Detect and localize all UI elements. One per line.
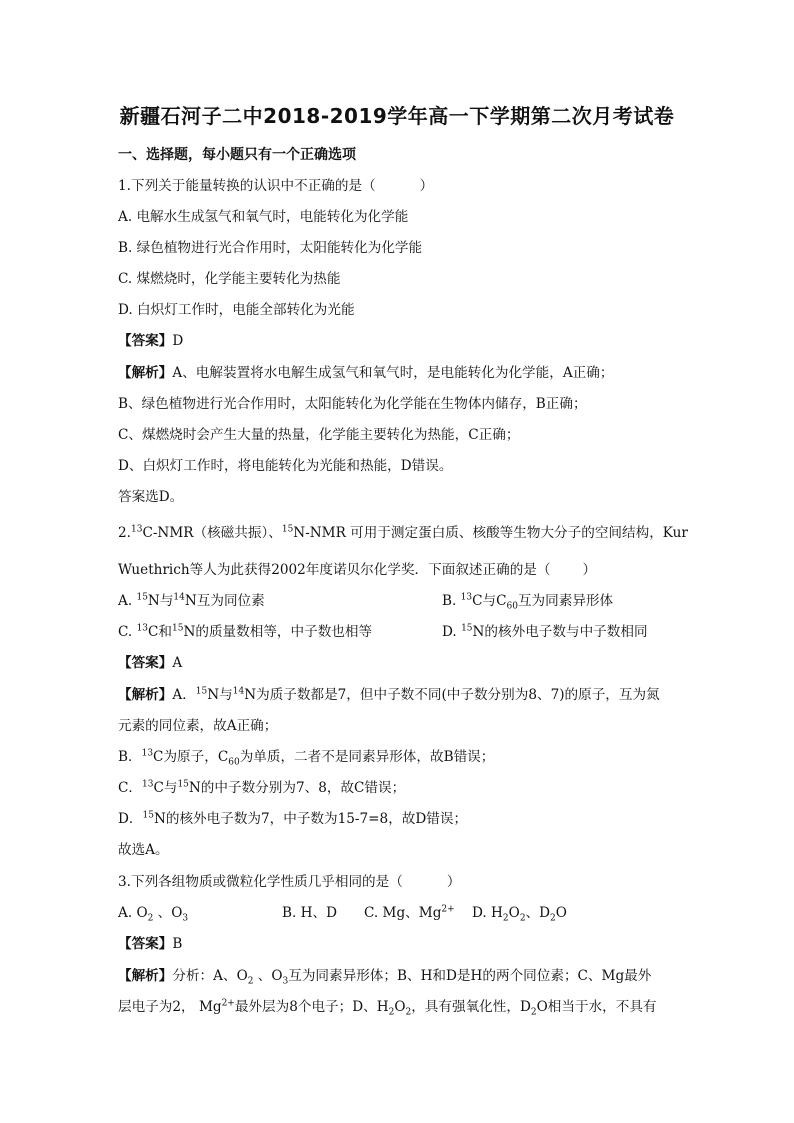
question-2-analysis-a: 【解析】A．$^{15}$N与$^{14}$N为质子数都是7，但中子数不同(中子数分别为8、7)的原子，互为氮 [118,686,660,703]
question-1-answer: 【答案】D [118,333,184,349]
question-2-option-d: D. $^{15}$N的核外电子数与中子数相同 [442,623,648,640]
question-2-options-row-1 [118,592,678,610]
question-1-analysis-b: B、绿色植物进行光合作用时，太阳能转化为化学能在生物体内储存，B正确； [118,396,587,412]
question-3-option-c: C. Mg、$Mg^{2+}$ [364,904,455,921]
question-3-answer: 【答案】B [118,936,183,952]
question-2-options-row-2 [118,623,678,641]
question-2-conclusion: 故选A。 [118,842,169,858]
question-1-conclusion: 答案选D。 [118,489,184,505]
page-title: 新疆石河子二中2018-2019学年高一下学期第二次月考试卷 [119,104,675,128]
question-2-answer: 【答案】A [118,655,183,671]
question-1-option-d: D. 白炽灯工作时，电能全部转化为光能 [118,302,355,318]
question-2-stem: 2.13C-NMR（核磁共振）、$^{15}$N-NMR 可用于测定蛋白质、核酸等生物大分子的空间结构，Kur [118,524,688,541]
question-1-analysis-c: C、煤燃烧时会产生大量的热量，化学能主要转化为热能，C正确； [118,427,520,443]
question-2-analysis-c: C．$^{13}$C与$^{15}$N的中子数分别为7、8，故C错误； [118,779,406,796]
question-2-stem-cont: Wuethrich等人为此获得2002年度诺贝尔化学奖．下面叙述正确的是（ ） [118,562,597,578]
question-2-analysis-b: B．$^{13}$C为原子，$C_{60}$为单质，二者不是同素异形体，故B错误； [118,748,495,768]
question-3-option-a: A. $O_2$ 、$O_3$ [118,905,189,924]
question-1-option-a: A. 电解水生成氢气和氧气时，电能转化为化学能 [118,209,409,225]
question-2-option-a: A. $^{15}$N与$^{14}$N互为同位素 [118,592,265,609]
question-3-option-b: B. H、D [282,905,337,921]
question-1-stem: 1.下列关于能量转换的认识中不正确的是（ ） [118,178,434,194]
question-1-analysis-a: 【解析】A、电解装置将水电解生成氢气和氧气时，是电能转化为化学能，A正确； [118,365,614,381]
question-3-options [118,904,678,922]
question-3-analysis-a: 【解析】分析：A、$O_2$ 、$O_3$互为同素异形体；B、H和D是H的两个同位素；C、Mg最外 [118,968,652,987]
question-2-option-b: B. $^{13}$C与$C_{60}$互为同素异形体 [442,592,614,612]
question-3-analysis-b: 层电子为2， $Mg^{2+}$最外层为8个电子；D、$H_2O_2$，具有强氧化性，$D_2O$相当于水，不具有 [118,998,657,1018]
question-1-option-b: B. 绿色植物进行光合作用时，太阳能转化为化学能 [118,240,423,256]
section-heading: 一、选择题，每小题只有一个正确选项 [118,147,356,163]
question-1-analysis-d: D、白炽灯工作时，将电能转化为光能和热能，D错误。 [118,458,453,474]
question-1-option-c: C. 煤燃烧时，化学能主要转化为热能 [118,271,341,287]
question-2-analysis-d: D．$^{15}$N的核外电子数为7，中子数为15-7=8，故D错误； [118,810,468,827]
question-2-analysis-a-cont: 元素的同位素，故A正确； [118,718,278,734]
question-3-stem: 3.下列各组物质或微粒化学性质几乎相同的是（ ） [118,874,461,890]
question-3-option-d: D. $H_2O_2$、$D_2O$ [472,905,567,924]
question-2-option-c: C. $^{13}$C和$^{15}$N的质量数相等，中子数也相等 [118,623,373,640]
